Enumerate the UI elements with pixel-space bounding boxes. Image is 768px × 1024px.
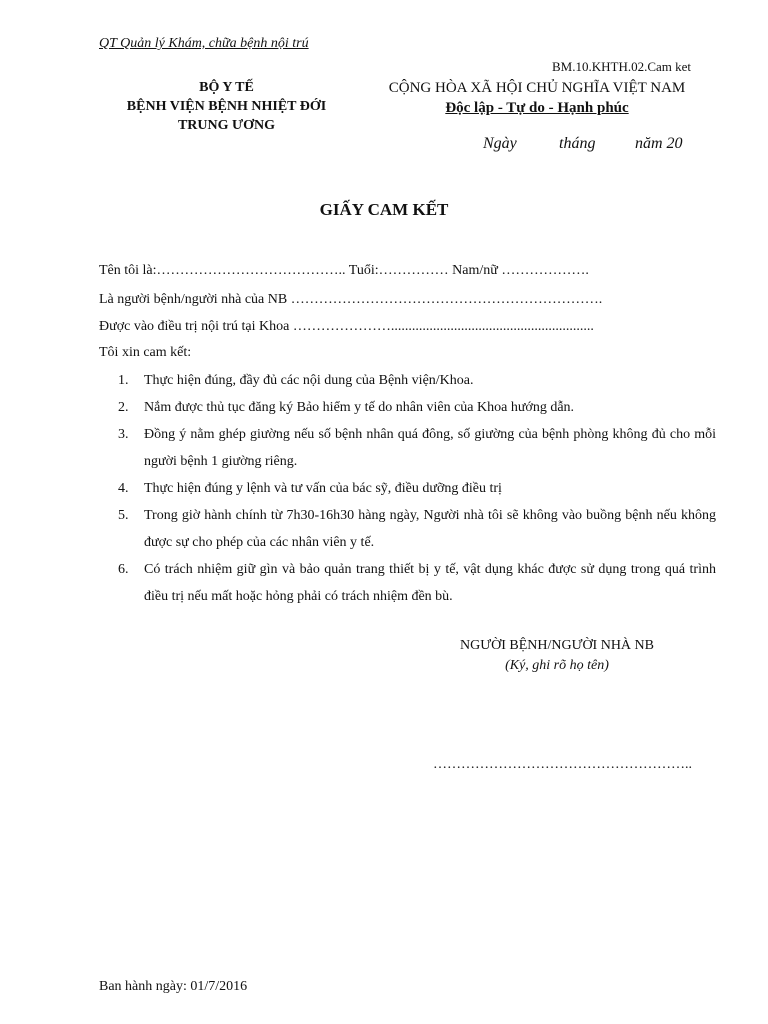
- commitment-item: [118, 556, 716, 610]
- commitment-number: 3.: [118, 427, 129, 442]
- name-age-gender-field[interactable]: Tên tôi là:………………………………….. Tuổi:…………… Nam/nữ ……………….: [99, 263, 589, 278]
- procedure-reference: QT Quản lý Khám, chữa bệnh nội trú: [99, 36, 309, 51]
- commitment-number: 4.: [118, 481, 129, 496]
- commitment-item: [118, 421, 716, 475]
- issue-date: Ban hành ngày: 01/7/2016: [99, 979, 248, 994]
- signature-line[interactable]: ………………………………………………..: [433, 757, 692, 772]
- organization-block: [99, 78, 354, 135]
- date-day-label: Ngày: [483, 135, 517, 152]
- date-line: [483, 135, 683, 153]
- date-month-label: tháng: [559, 135, 596, 152]
- nation-name: CỘNG HÒA XÃ HỘI CHỦ NGHĨA VIỆT NAM: [388, 80, 686, 96]
- commitment-number: 6.: [118, 562, 129, 577]
- signature-block: [440, 636, 674, 676]
- commitment-number: 5.: [118, 508, 129, 523]
- commitment-intro: Tôi xin cam kết:: [99, 345, 192, 360]
- commitment-item: [118, 394, 716, 421]
- department-field[interactable]: Được vào điều trị nội trú tại Khoa …………………..........................................................: [99, 319, 594, 334]
- commitment-list: [118, 367, 716, 610]
- commitment-text: Đồng ý nằm ghép giường nếu số bệnh nhân quá đông, số giường của bệnh phòng không đủ cho mỗi người bệnh 1 giường riêng.: [144, 427, 716, 469]
- ministry-name: BỘ Y TẾ: [199, 80, 254, 95]
- commitment-text: Nắm được thủ tục đăng ký Bảo hiểm y tế do nhân viên của Khoa hướng dẫn.: [144, 400, 575, 415]
- commitment-text: Thực hiện đúng, đầy đủ các nội dung của Bệnh viện/Khoa.: [144, 373, 474, 388]
- form-code: BM.10.KHTH.02.Cam ket: [552, 59, 692, 74]
- hospital-name-line2: TRUNG ƯƠNG: [177, 118, 276, 133]
- commitment-text: Trong giờ hành chính từ 7h30-16h30 hàng ngày, Người nhà tôi sẽ không vào buồng bệnh nếu không được sự cho phép của các nhân viên y tế.: [144, 508, 716, 550]
- commitment-number: 1.: [118, 373, 129, 388]
- commitment-text: Thực hiện đúng y lệnh và tư vấn của bác sỹ, điều dưỡng điều trị: [144, 481, 502, 496]
- signature-instruction: (Ký, ghi rõ họ tên): [505, 658, 609, 673]
- nation-block: [352, 78, 722, 118]
- nation-motto: Độc lập - Tự do - Hạnh phúc: [445, 100, 629, 116]
- commitment-text: Có trách nhiệm giữ gìn và bảo quản trang thiết bị y tế, vật dụng khác được sử dụng trong quá trình điều trị nếu mất hoặc hỏng phải có trách nhiệm đền bù.: [144, 562, 716, 604]
- commitment-item: [118, 475, 716, 502]
- document-title: GIẤY CAM KẾT: [319, 200, 449, 219]
- date-year-label: năm 20: [635, 135, 683, 152]
- signature-role: NGƯỜI BỆNH/NGƯỜI NHÀ NB: [460, 638, 654, 653]
- commitment-item: [118, 367, 716, 394]
- relation-field[interactable]: Là người bệnh/người nhà của NB ………………………………………………………….: [99, 292, 603, 307]
- commitment-item: [118, 502, 716, 556]
- commitment-number: 2.: [118, 400, 129, 415]
- hospital-name-line1: BỆNH VIỆN BỆNH NHIỆT ĐỚI: [126, 99, 327, 114]
